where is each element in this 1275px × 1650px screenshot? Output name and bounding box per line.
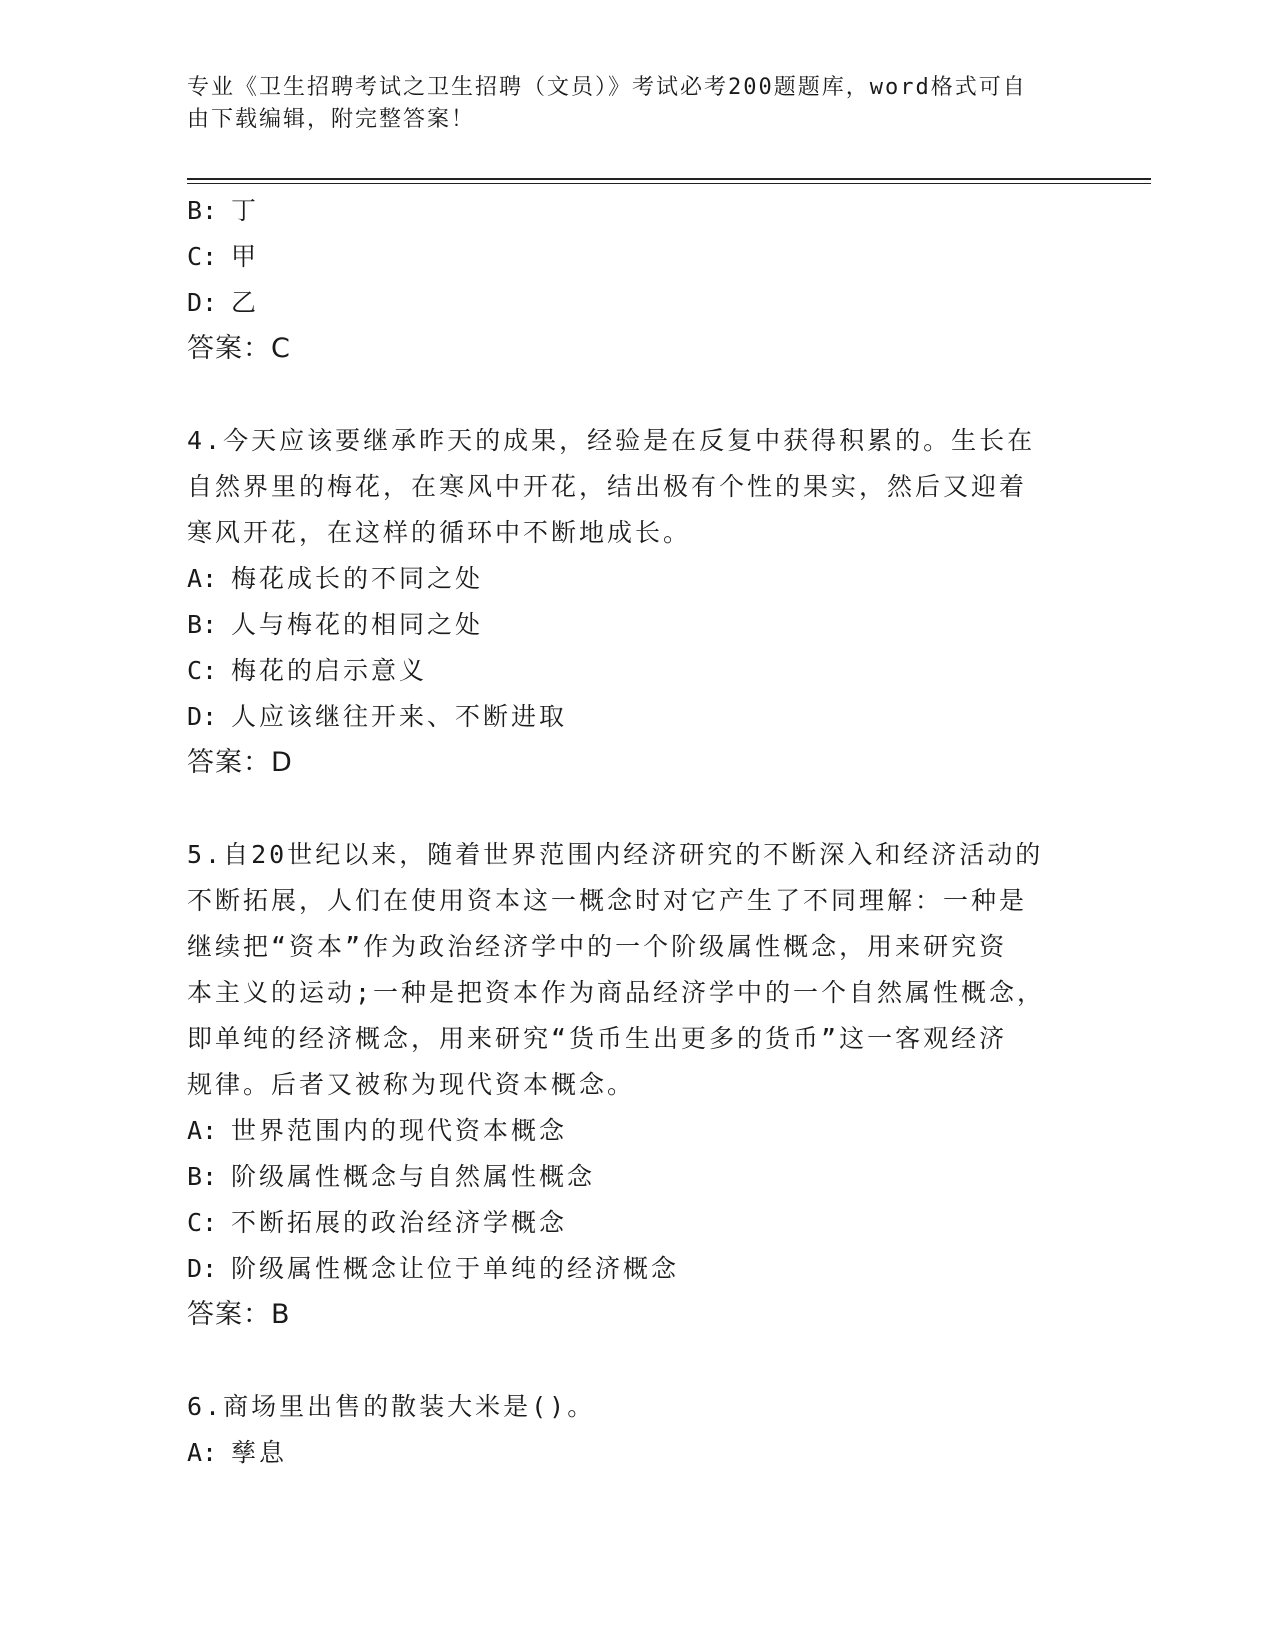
option-text: 不断拓展的政治经济学概念 bbox=[231, 1208, 568, 1237]
option-text: 孳息 bbox=[231, 1438, 288, 1467]
option-b bbox=[187, 602, 1087, 648]
question-body bbox=[187, 188, 1087, 1476]
option-d bbox=[187, 280, 1087, 326]
option-key: C: bbox=[187, 656, 218, 685]
option-key: B: bbox=[187, 610, 218, 639]
option-c bbox=[187, 234, 1087, 280]
answer-line: 答案：B bbox=[187, 1299, 291, 1330]
header-line-2: 由下载编辑，附完整答案！ bbox=[187, 107, 476, 132]
header-line-1: 专业《卫生招聘考试之卫生招聘（文员）》考试必考200题题库，word格式可自 bbox=[187, 75, 1027, 100]
option-text: 丁 bbox=[231, 196, 260, 225]
option-text: 人与梅花的相同之处 bbox=[231, 610, 484, 639]
option-key: D: bbox=[187, 702, 218, 731]
option-text: 阶级属性概念与自然属性概念 bbox=[231, 1162, 596, 1191]
option-a bbox=[187, 1108, 1087, 1154]
option-key: B: bbox=[187, 1162, 218, 1191]
header-divider-thin bbox=[187, 183, 1151, 184]
question-4 bbox=[187, 418, 1087, 786]
question-text bbox=[187, 1384, 1087, 1430]
document-header bbox=[187, 72, 1067, 136]
question-text-line: 本主义的运动;一种是把资本作为商品经济学中的一个自然属性概念， bbox=[187, 978, 1046, 1007]
question-text-line: 不断拓展，人们在使用资本这一概念时对它产生了不同理解：一种是 bbox=[187, 886, 1028, 915]
question-text-line: 6.商场里出售的散装大米是()。 bbox=[187, 1392, 596, 1421]
option-c bbox=[187, 648, 1087, 694]
option-text: 梅花的启示意义 bbox=[231, 656, 428, 685]
option-d bbox=[187, 694, 1087, 740]
question-3-tail bbox=[187, 188, 1087, 372]
option-key: D: bbox=[187, 288, 218, 317]
option-a bbox=[187, 1430, 1087, 1476]
option-key: A: bbox=[187, 1438, 218, 1467]
option-text: 人应该继往开来、不断进取 bbox=[231, 702, 568, 731]
question-text-line: 寒风开花，在这样的循环中不断地成长。 bbox=[187, 518, 692, 547]
option-text: 阶级属性概念让位于单纯的经济概念 bbox=[231, 1254, 680, 1283]
question-text-line: 4.今天应该要继承昨天的成果，经验是在反复中获得积累的。生长在 bbox=[187, 426, 1036, 455]
option-key: D: bbox=[187, 1254, 218, 1283]
question-6 bbox=[187, 1384, 1087, 1476]
option-key: A: bbox=[187, 1116, 218, 1145]
question-text bbox=[187, 418, 1087, 556]
answer-line: 答案：D bbox=[187, 747, 293, 778]
option-a bbox=[187, 556, 1087, 602]
option-key: B: bbox=[187, 196, 218, 225]
question-gap bbox=[187, 1338, 1087, 1384]
option-d bbox=[187, 1246, 1087, 1292]
header-divider-thick bbox=[187, 178, 1151, 180]
question-text-line: 即单纯的经济概念，用来研究“货币生出更多的货币”这一客观经济 bbox=[187, 1024, 1008, 1053]
option-text: 甲 bbox=[231, 242, 260, 271]
option-c bbox=[187, 1200, 1087, 1246]
question-gap bbox=[187, 372, 1087, 418]
option-key: C: bbox=[187, 1208, 218, 1237]
option-text: 乙 bbox=[231, 288, 260, 317]
answer-line: 答案：C bbox=[187, 333, 291, 364]
option-b bbox=[187, 188, 1087, 234]
question-text-line: 规律。后者又被称为现代资本概念。 bbox=[187, 1070, 636, 1099]
option-key: A: bbox=[187, 564, 218, 593]
question-text bbox=[187, 832, 1087, 1108]
option-b bbox=[187, 1154, 1087, 1200]
option-key: C: bbox=[187, 242, 218, 271]
question-5 bbox=[187, 832, 1087, 1338]
question-text-line: 自然界里的梅花，在寒风中开花，结出极有个性的果实，然后又迎着 bbox=[187, 472, 1028, 501]
question-text-line: 继续把“资本”作为政治经济学中的一个阶级属性概念，用来研究资 bbox=[187, 932, 1008, 961]
option-text: 世界范围内的现代资本概念 bbox=[231, 1116, 568, 1145]
option-text: 梅花成长的不同之处 bbox=[231, 564, 484, 593]
question-text-line: 5.自20世纪以来，随着世界范围内经济研究的不断深入和经济活动的 bbox=[187, 840, 1044, 869]
question-gap bbox=[187, 786, 1087, 832]
